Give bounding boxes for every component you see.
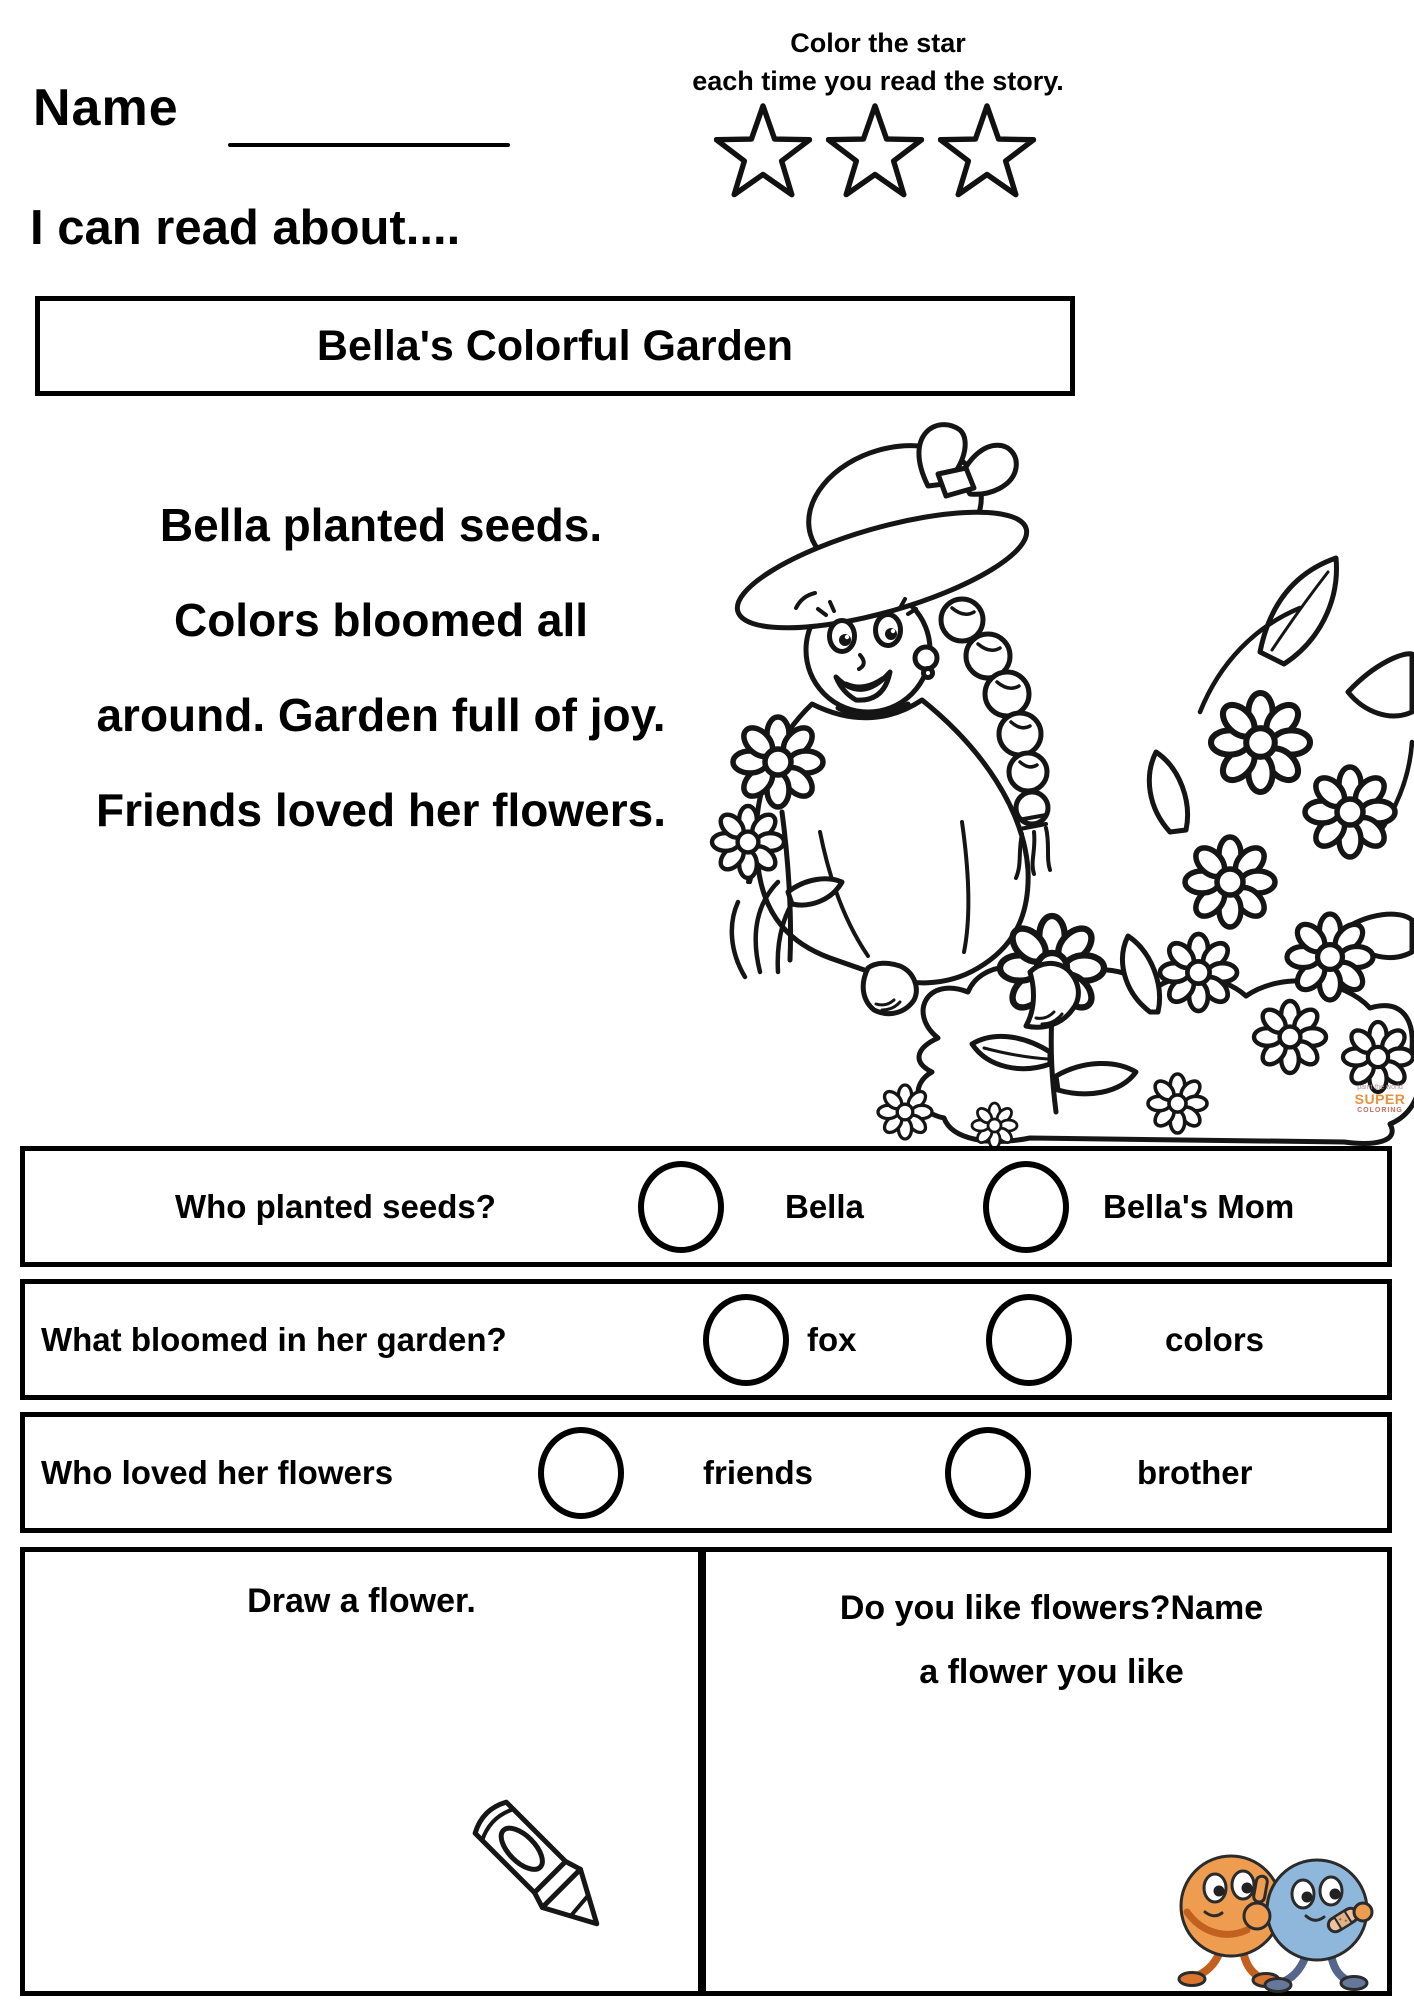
star-instruction-line1: Color the star	[790, 28, 966, 58]
name-write-line[interactable]	[228, 143, 510, 147]
answer-circle[interactable]	[983, 1161, 1069, 1253]
watermark-brand-sub: COLORING	[1357, 1107, 1403, 1115]
answer-option: friends	[703, 1453, 814, 1491]
star-icon[interactable]	[938, 102, 1036, 200]
answer-option: colors	[1165, 1320, 1265, 1358]
answer-option: Bella's Mom	[1103, 1187, 1295, 1225]
daisy-flower	[972, 1103, 1017, 1148]
watermark-tagline: paint the world	[1357, 1084, 1403, 1091]
question-prompt: Who loved her flowers	[41, 1453, 394, 1491]
name-label: Name	[33, 79, 179, 137]
daisy-flower	[1211, 693, 1310, 792]
write-flower-prompt-line2: a flower you like	[919, 1653, 1184, 1691]
draw-flower-prompt: Draw a flower.	[247, 1582, 476, 1620]
question-row-3	[20, 1412, 1392, 1533]
watermark-brand: SUPER	[1354, 1090, 1406, 1107]
activity-section	[20, 1547, 1392, 1996]
story-line: around. Garden full of joy.	[96, 689, 666, 741]
question-row-1	[20, 1146, 1392, 1267]
answer-circle[interactable]	[986, 1294, 1072, 1386]
answer-circle[interactable]	[945, 1427, 1031, 1519]
daisy-flower	[733, 717, 823, 807]
girl-gardening-illustration	[700, 412, 1414, 1148]
story-title: Bella's Colorful Garden	[316, 321, 794, 370]
question-row-2	[20, 1279, 1392, 1400]
story-text	[28, 478, 734, 858]
write-flower-prompt	[706, 1576, 1397, 1704]
story-line: Friends loved her flowers.	[95, 784, 667, 836]
reading-stars	[714, 102, 1036, 200]
mascot-characters	[1175, 1850, 1375, 2000]
write-flower-prompt-line1: Do you like flowers?Name	[839, 1589, 1264, 1627]
daisy-flower	[1287, 914, 1373, 1000]
daisy-flower	[1305, 767, 1395, 857]
question-prompt: Who planted seeds?	[175, 1187, 496, 1225]
read-about-label: I can read about....	[30, 201, 461, 255]
activity-divider	[698, 1552, 706, 1991]
daisy-flower	[1254, 1001, 1326, 1073]
star-instruction	[650, 24, 1106, 100]
daisy-flower	[1343, 1022, 1413, 1092]
supercoloring-watermark	[1348, 1084, 1412, 1115]
daisy-flower	[1185, 837, 1275, 927]
answer-circle[interactable]	[703, 1294, 789, 1386]
story-line: Colors bloomed all	[173, 594, 589, 646]
daisy-flower	[1148, 1074, 1207, 1133]
story-line: Bella planted seeds.	[159, 499, 603, 551]
star-icon[interactable]	[826, 102, 924, 200]
answer-circle[interactable]	[638, 1161, 724, 1253]
daisy-flower	[712, 806, 784, 878]
question-prompt: What bloomed in her garden?	[41, 1320, 507, 1358]
answer-circle[interactable]	[538, 1427, 624, 1519]
answer-option: Bella	[785, 1187, 864, 1225]
daisy-flower	[878, 1085, 932, 1139]
answer-option: brother	[1137, 1453, 1253, 1491]
answer-option: fox	[807, 1320, 857, 1358]
story-title-box	[35, 296, 1075, 396]
star-instruction-line2: each time you read the story.	[692, 66, 1064, 96]
crayon-icon	[453, 1780, 633, 1960]
star-icon[interactable]	[714, 102, 812, 200]
daisy-flower	[1160, 934, 1237, 1011]
